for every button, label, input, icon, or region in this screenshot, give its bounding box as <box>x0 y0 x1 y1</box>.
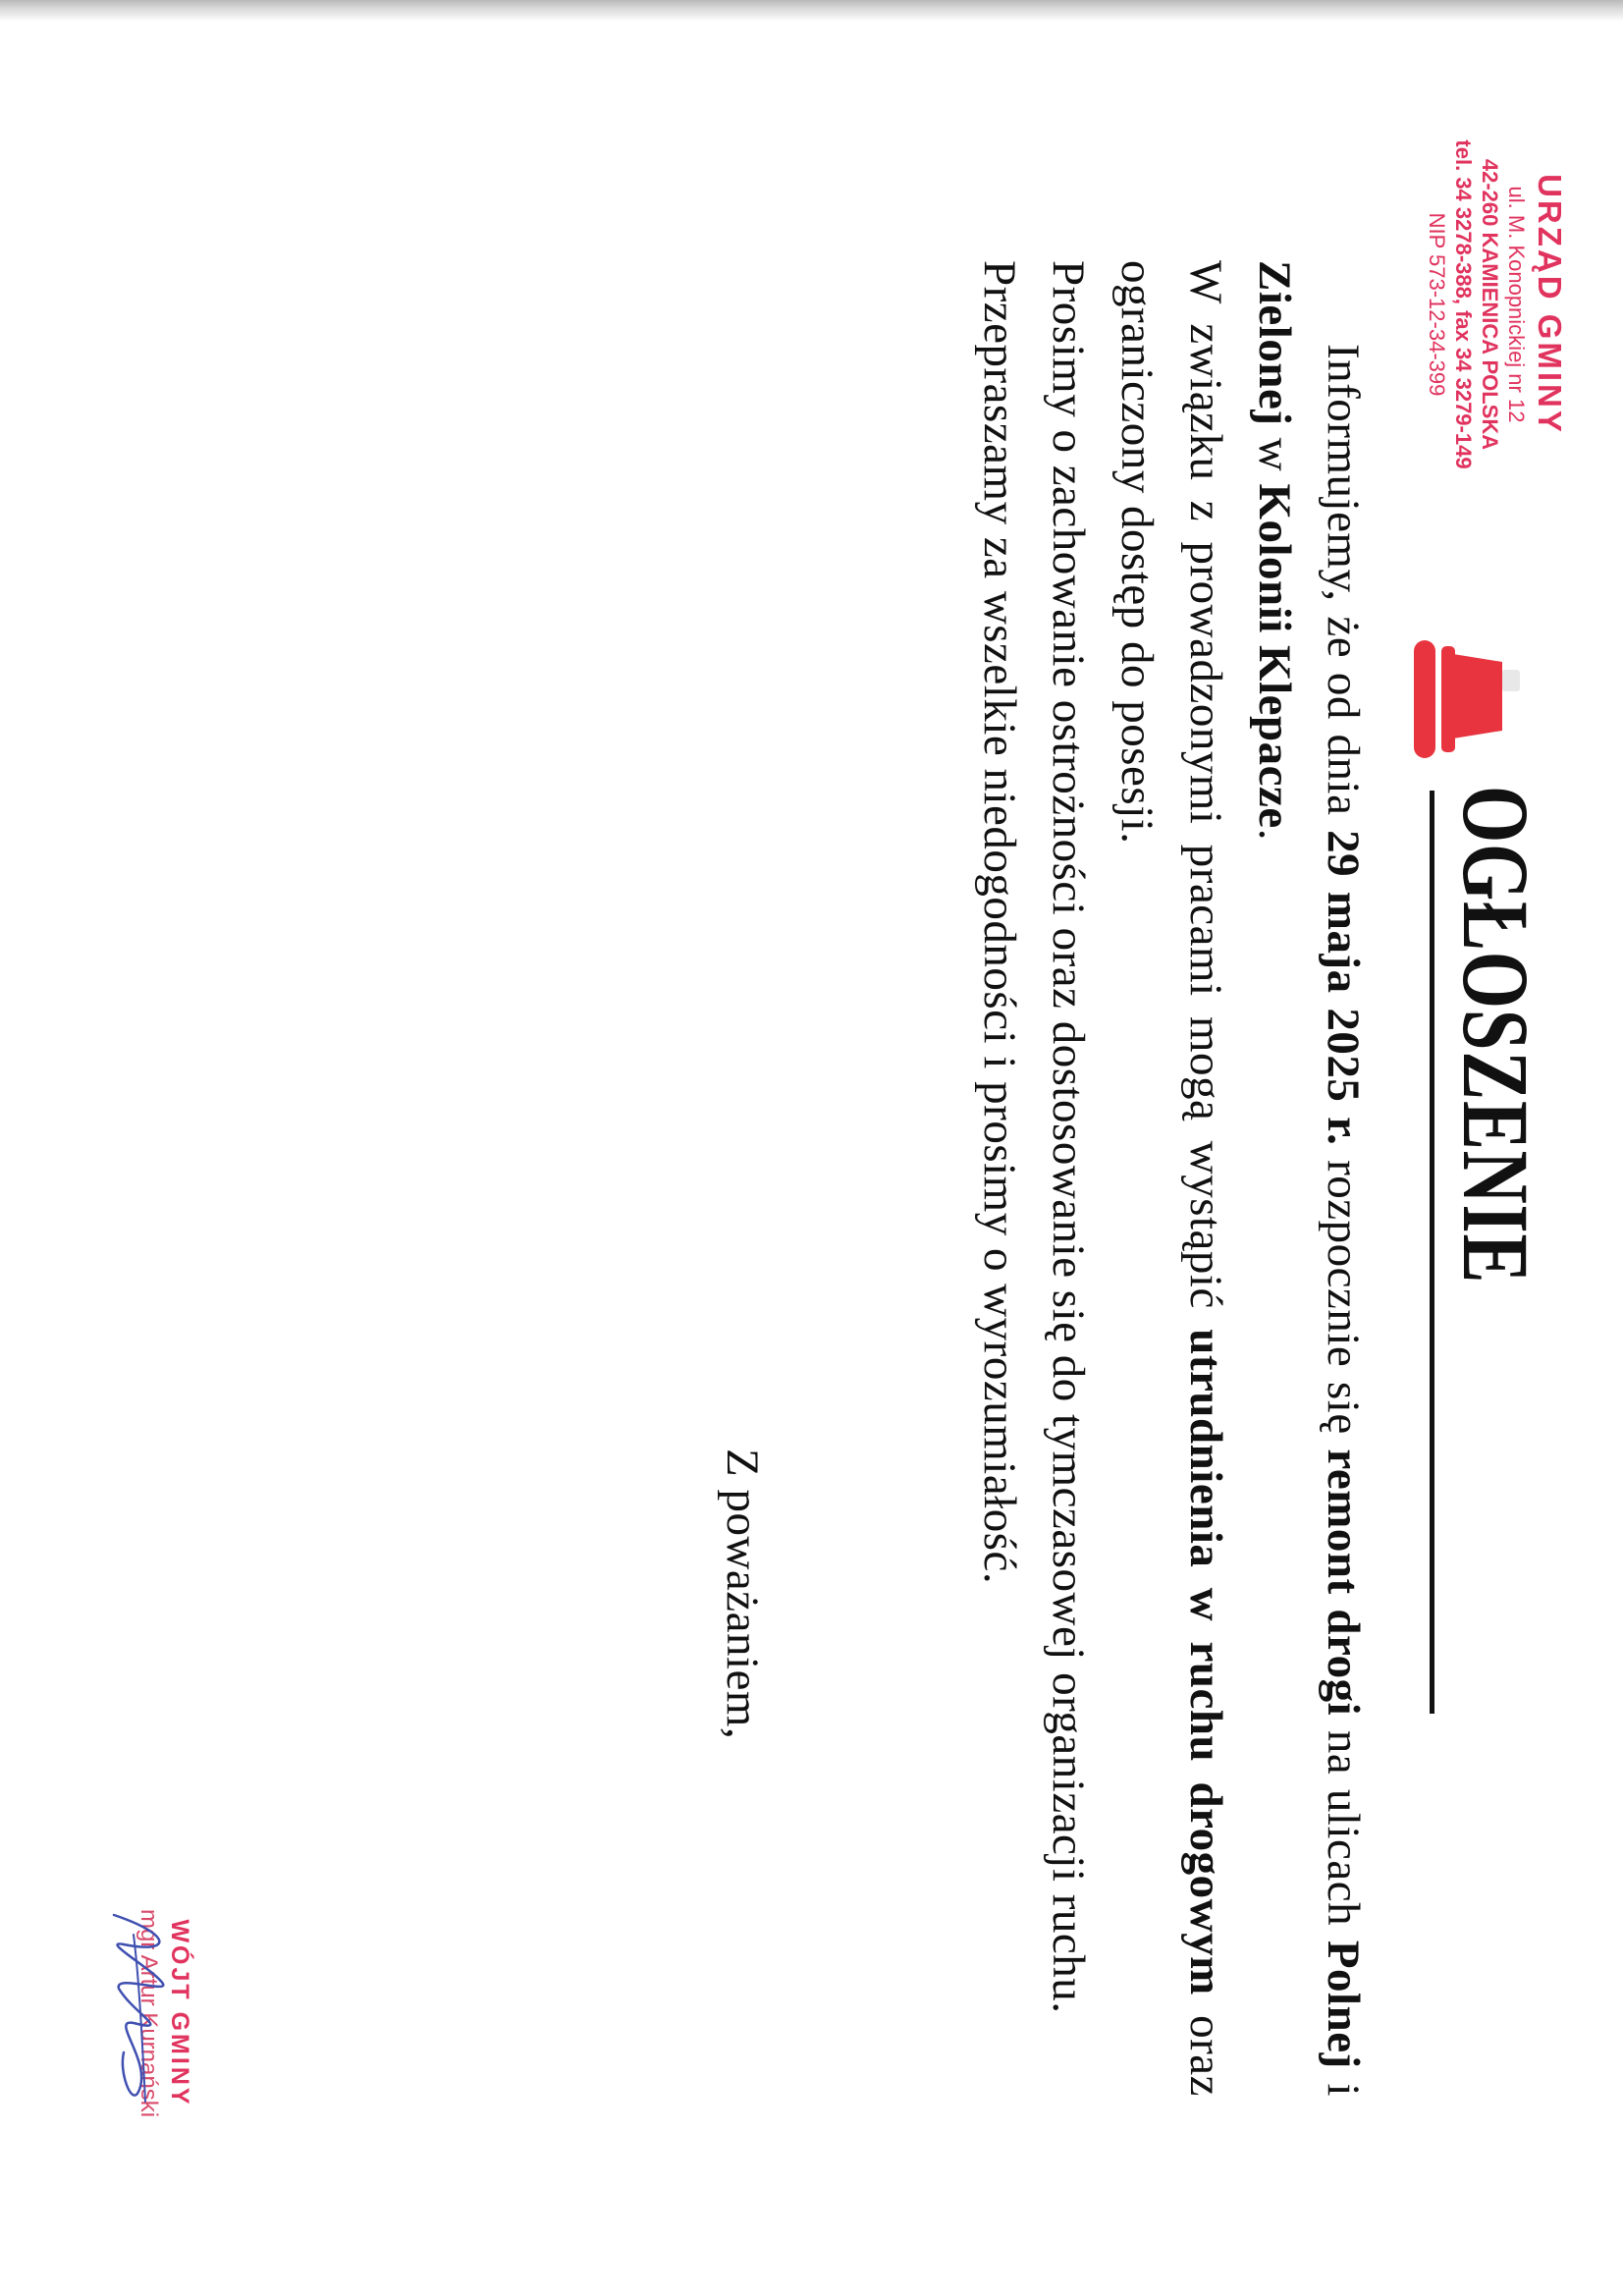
page-title: OGŁOSZENIE <box>1443 786 1548 1285</box>
office-stamp <box>1424 93 1569 516</box>
paragraph-3: Prosimy o zachowanie ostrożności oraz dostosowanie się do tymczasowej organizacji ruchu. <box>1043 260 1094 2014</box>
title-underline <box>1430 791 1434 1714</box>
office-nip: NIP 573-12-34-399 <box>1425 212 1449 397</box>
signature-stamp <box>37 1836 194 2190</box>
handwritten-signature <box>75 1876 192 2131</box>
paragraph-2: W związku z prowadzonymi pracami mogą wystąpić utrudnienia w ruchu drogowym oraz ograniczony dostęp do posesji. <box>1111 260 1231 2098</box>
paragraph-1: Informujemy, że od dnia 29 maja 2025 r. rozpocznie się remont drogi na ulicach Polnej i Zielonej w Kolonii Klepacze. <box>1249 260 1369 2097</box>
office-city: 42-260 KAMIENICA POLSKA <box>1478 158 1502 451</box>
paragraph-4: Przepraszamy za wszelkie niedogodności i prosimy o wyrozumiałość. <box>974 260 1025 1585</box>
signature-name: mgr Artur Kurnański <box>135 1908 162 2118</box>
announcement-body <box>965 260 1378 2097</box>
bell-icon <box>1402 640 1530 758</box>
office-street: ul. M. Konopnickiej nr 12 <box>1504 186 1529 423</box>
closing-phrase: Z poważaniem, <box>717 1449 768 1740</box>
signature-role: WÓJT GMINY <box>166 1919 193 2107</box>
office-name: URZĄD GMINY <box>1532 174 1568 435</box>
office-phone: tel. 34 3278-388, fax 34 3279-149 <box>1451 139 1476 469</box>
